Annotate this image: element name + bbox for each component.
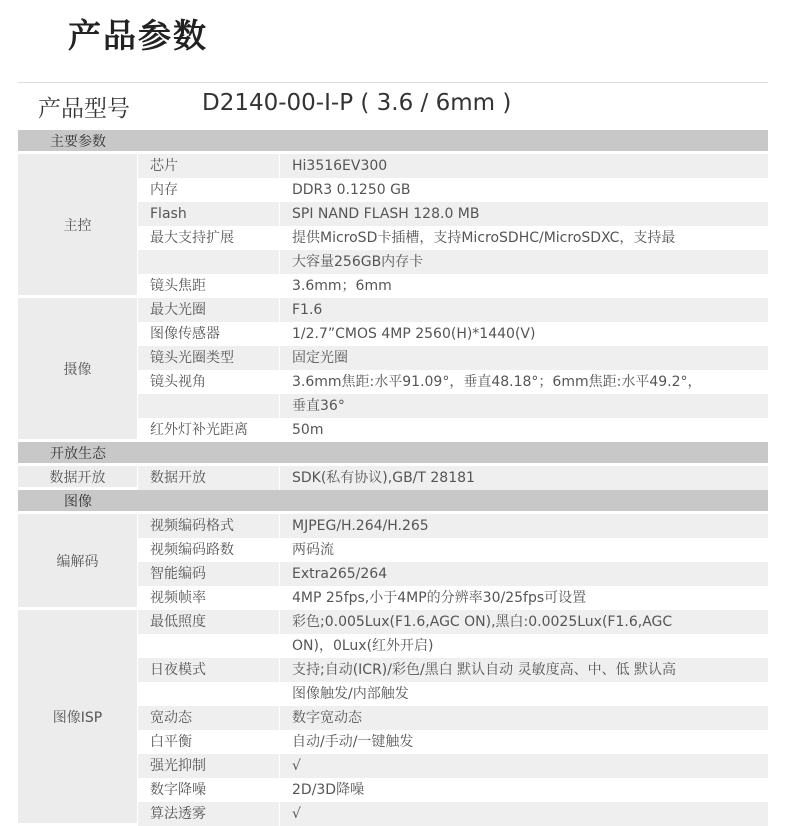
spec-value: 1/2.7”CMOS 4MP 2560(H)*1440(V) [292, 326, 536, 342]
spec-group [18, 466, 768, 490]
spec-key: 最大支持扩展 [138, 226, 280, 250]
spec-value: Extra265/264 [280, 562, 768, 586]
spec-key: 白平衡 [138, 730, 280, 754]
spec-row [138, 634, 768, 658]
spec-value: SPI NAND FLASH 128.0 MB [280, 202, 768, 226]
spec-row [138, 778, 768, 802]
spec-value: MJPEG/H.264/H.265 [280, 514, 768, 538]
spec-group [18, 514, 768, 610]
spec-row [138, 562, 768, 586]
spec-row [138, 658, 768, 682]
spec-key: 数据开放 [138, 466, 280, 490]
spec-value: 50m [292, 422, 324, 438]
spec-key [138, 250, 280, 274]
spec-row [138, 178, 768, 202]
spec-value: √ [280, 802, 768, 826]
spec-value: F1.6 [280, 298, 768, 322]
spec-row [138, 322, 768, 346]
spec-table [18, 130, 768, 826]
spec-key: 内存 [138, 178, 280, 202]
spec-value: √ [280, 754, 768, 778]
spec-row [138, 202, 768, 226]
spec-row [138, 706, 768, 730]
spec-value: 4MP 25fps,小于4MP的分辨率30/25fps可设置 [292, 590, 587, 606]
spec-value: SDK(私有协议),GB/T 28181 [280, 466, 768, 490]
section-title: 图像 [64, 494, 92, 510]
spec-row [138, 754, 768, 778]
spec-row [138, 610, 768, 634]
page-title: 产品参数 [68, 16, 208, 55]
spec-value: 自动/手动/一键触发 [292, 734, 414, 750]
spec-row [138, 298, 768, 322]
spec-value: 2D/3D降噪 [292, 782, 365, 798]
spec-key [138, 634, 280, 658]
spec-row [138, 154, 768, 178]
group-label: 数据开放 [18, 466, 138, 490]
group-label: 图像ISP [18, 610, 138, 826]
spec-row [138, 226, 768, 250]
spec-row [138, 274, 768, 298]
spec-value: 数字宽动态 [280, 706, 768, 730]
group-label: 编解码 [18, 514, 138, 610]
spec-row [138, 586, 768, 610]
spec-value: 两码流 [292, 542, 334, 558]
spec-value: 支持;自动(ICR)/彩色/黑白 默认自动 灵敏度高、中、低 默认高 [280, 658, 768, 682]
spec-key: 最大光圈 [138, 298, 280, 322]
spec-row [138, 418, 768, 442]
spec-group [18, 154, 768, 298]
spec-key: 日夜模式 [138, 658, 280, 682]
spec-key: 芯片 [138, 154, 280, 178]
spec-value: 3.6mm焦距:水平91.09°，垂直48.18°；6mm焦距:水平49.2°， [292, 374, 702, 390]
spec-row [138, 346, 768, 370]
section-header [18, 490, 768, 514]
spec-key: 镜头焦距 [138, 274, 280, 298]
spec-row [138, 514, 768, 538]
spec-row [138, 538, 768, 562]
spec-value: 提供MicroSD卡插槽，支持MicroSDHC/MicroSDXC，支持最 [292, 230, 676, 246]
spec-value: 大容量256GB内存卡 [280, 250, 768, 274]
spec-key: 镜头光圈类型 [138, 346, 280, 370]
spec-group [18, 298, 768, 442]
model-value: D2140-00-I-P ( 3.6 / 6mm ) [202, 90, 512, 116]
spec-key: 红外灯补光距离 [138, 418, 280, 442]
spec-value: 彩色;0.005Lux(F1.6,AGC ON),黑白:0.0025Lux(F1.6,AGC [280, 610, 768, 634]
spec-key: 视频编码路数 [138, 538, 280, 562]
model-label: 产品型号 [38, 96, 130, 122]
spec-value: 固定光圈 [280, 346, 768, 370]
spec-value: 3.6mm；6mm [292, 278, 392, 294]
spec-key: 宽动态 [138, 706, 280, 730]
spec-key: 镜头视角 [138, 370, 280, 394]
spec-key: Flash [138, 202, 280, 226]
spec-row [138, 466, 768, 490]
group-label: 摄像 [18, 298, 138, 442]
group-label: 主控 [18, 154, 138, 298]
spec-value: DDR3 0.1250 GB [292, 182, 411, 198]
spec-key: 最低照度 [138, 610, 280, 634]
spec-key [138, 394, 280, 418]
spec-row [138, 250, 768, 274]
spec-key: 智能编码 [138, 562, 280, 586]
title-divider [18, 82, 768, 83]
spec-row [138, 682, 768, 706]
spec-key: 视频帧率 [138, 586, 280, 610]
spec-value: Hi3516EV300 [280, 154, 768, 178]
spec-value: 图像触发/内部触发 [292, 686, 409, 702]
section-title: 主要参数 [50, 134, 106, 150]
spec-key: 图像传感器 [138, 322, 280, 346]
spec-key: 数字降噪 [138, 778, 280, 802]
section-header [18, 442, 768, 466]
spec-group [18, 610, 768, 826]
spec-key [138, 682, 280, 706]
spec-key: 强光抑制 [138, 754, 280, 778]
spec-value: ON)，0Lux(红外开启) [292, 638, 434, 654]
model-row [18, 88, 768, 126]
spec-key: 视频编码格式 [138, 514, 280, 538]
section-header [18, 130, 768, 154]
section-title: 开放生态 [50, 446, 106, 462]
spec-key: 算法透雾 [138, 802, 280, 826]
spec-row [138, 394, 768, 418]
spec-row [138, 370, 768, 394]
spec-value: 垂直36° [280, 394, 768, 418]
spec-row [138, 730, 768, 754]
spec-row [138, 802, 768, 826]
